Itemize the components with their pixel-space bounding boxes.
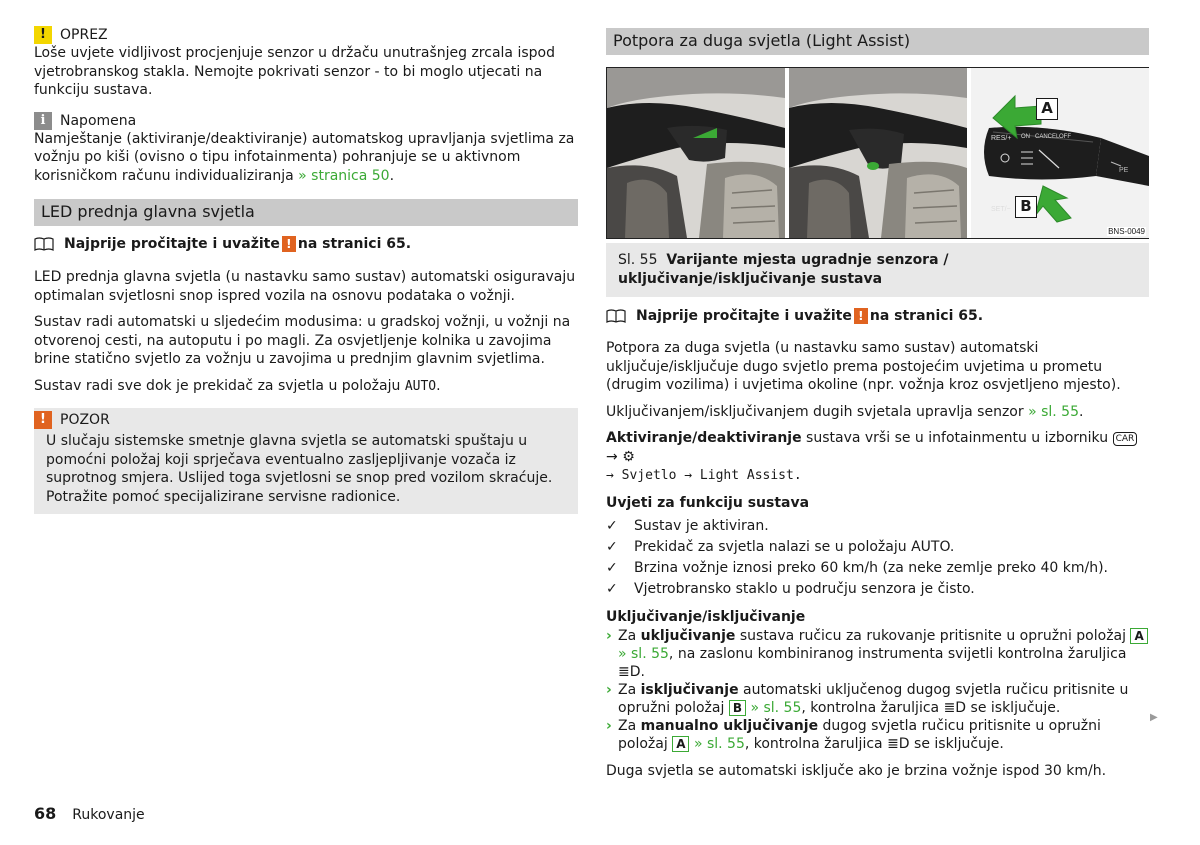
- read-first-after-right: na stranici 65.: [869, 308, 984, 324]
- onoff-bold: isključivanje: [640, 681, 739, 698]
- onoff-end: se isključuje.: [970, 699, 1061, 716]
- onoff-pre: Za: [618, 681, 637, 698]
- onoff-step-3-text: [618, 717, 1149, 753]
- onoff-pre: Za: [618, 717, 637, 734]
- info-icon: i: [34, 112, 52, 130]
- list-item: [606, 558, 1149, 579]
- right-column: [606, 28, 1149, 780]
- onoff-pre: Za: [618, 627, 637, 644]
- check-icon: ✓: [606, 560, 618, 576]
- stalk-off-label: OFF: [1059, 134, 1071, 140]
- la-para-2: [606, 403, 1149, 422]
- arrow-right-icon: ›: [606, 627, 612, 644]
- onoff-step-3: [606, 717, 1149, 753]
- pozor-text: U slučaju sistemske smetnje glavna svjetla se automatski spuštaju u pomoćni položaj koji sprječava eventualno zasljepljivanje vozača iz suprotnog smjera. Uslijed toga svjetlosni se snop pred vozilom skraćuje. Potražite pomoć specijalizirane servisne radionice.: [46, 433, 553, 505]
- conditions-title: Uvjeti za funkciju sustava: [606, 494, 810, 511]
- position-a-box: A: [1130, 628, 1147, 644]
- auto-symbol: AUTO: [404, 378, 437, 394]
- onoff-end: .: [640, 663, 645, 680]
- position-b-box: B: [729, 700, 746, 716]
- onoff-step-1: [606, 627, 1149, 681]
- onoff-body-2: , na zaslonu kombiniranog instrumenta svijetli kontrolna žaruljica: [668, 645, 1127, 662]
- onoff-bold: uključivanje: [640, 627, 736, 644]
- figure-caption: [606, 243, 1149, 297]
- la-para-3-path: → Svjetlo → Light Assist.: [606, 468, 802, 483]
- caption-number: Sl. 55: [618, 252, 658, 268]
- warning-icon: !: [34, 26, 52, 44]
- oprez-text: Loše uvjete vidljivost procjenjuje senzor u držaču unutrašnjeg zrcala ispod vjetrobranskog stakla. Nemojte pokrivati senzor - to bi moglo utjecati na funkciju sustava.: [34, 45, 555, 98]
- book-icon: [34, 237, 54, 251]
- read-first-before-right: Najprije pročitajte i uvažite: [636, 308, 852, 324]
- pozor-header: [34, 410, 566, 430]
- high-beam-icon: ≣D: [887, 735, 910, 752]
- onoff-body-2: , kontrolna žaruljica: [801, 699, 940, 716]
- book-icon: [606, 309, 626, 323]
- warning-inline-icon: !: [282, 236, 296, 252]
- position-a-box: A: [672, 736, 689, 752]
- figure-label-a: A: [1036, 98, 1058, 120]
- napomena-label: Napomena: [60, 112, 137, 129]
- caption-text: Varijante mjesta ugradnje senzora / uključivanje/isključivanje sustava: [618, 252, 949, 287]
- read-first-before: Najprije pročitajte i uvažite: [64, 236, 280, 252]
- condition-text: Vjetrobransko staklo u području senzora je čisto.: [634, 581, 975, 597]
- la-para-2-text: Uključivanjem/isključivanjem dugih svjetala upravlja senzor: [606, 403, 1024, 420]
- la-para-3: Aktiviranje/deaktiviranje sustava vrši se u infotainmentu u izborniku CAR → ⚙ → Svjetlo → Light Assist.: [606, 429, 1149, 486]
- la-final-text: Duga svjetla se automatski isključe ako je brzina vožnje ispod 30 km/h.: [606, 762, 1107, 779]
- list-item: [606, 516, 1149, 537]
- figure-55: [606, 67, 1149, 239]
- figure-link[interactable]: » sl. 55: [750, 699, 802, 716]
- read-first-after: na stranici 65.: [297, 236, 412, 252]
- figure-code: BNS-0049: [1108, 227, 1145, 236]
- list-item: [606, 537, 1149, 558]
- continue-arrow-icon: ▶: [1150, 712, 1158, 723]
- stalk-on-label: ON: [1021, 134, 1030, 140]
- onoff-step-2: [606, 681, 1149, 717]
- footer-section: Rukovanje: [72, 807, 145, 823]
- oprez-label: OPREZ: [60, 27, 108, 43]
- high-beam-icon: ≣D: [618, 663, 641, 680]
- svg-text:PE: PE: [1119, 167, 1129, 174]
- figure-panel-interior-1: [607, 68, 785, 238]
- check-icon: ✓: [606, 518, 618, 534]
- onoff-bold: manualno uključivanje: [640, 717, 819, 734]
- high-beam-icon: ≣D: [943, 699, 967, 716]
- led-para-2: Sustav radi automatski u sljedećim modusima: u gradskoj vožnji, u vožnji na otvorenoj cesti, na autoputu i po magli. Za osvjetljenje kolnika u zavojima brine statično svjetlo za vožnju u zavojima u prednjim glavnim svjetlima.: [34, 314, 571, 367]
- onoff-step-1-text: [618, 627, 1149, 681]
- figure-link[interactable]: » sl. 55: [618, 645, 669, 662]
- stalk-cancel-label: CANCEL: [1035, 134, 1060, 140]
- oprez-header: [34, 26, 578, 44]
- read-first-line: [34, 235, 578, 253]
- condition-text: Brzina vožnje iznosi preko 60 km/h (za neke zemlje preko 40 km/h).: [634, 560, 1108, 576]
- la-para-3-text: sustava vrši se u infotainmentu u izborniku: [806, 430, 1109, 446]
- page-number: 68: [34, 804, 57, 823]
- car-button-icon: CAR: [1113, 432, 1138, 446]
- warning-inline-icon: !: [854, 308, 868, 324]
- pozor-label: POZOR: [60, 412, 110, 428]
- conditions-list: [606, 516, 1149, 600]
- left-column: [34, 26, 578, 514]
- read-first-line-right: [606, 307, 1149, 325]
- stalk-set-label: SET/−: [991, 206, 1011, 213]
- condition-text: Prekidač za svjetla nalazi se u položaju AUTO.: [634, 539, 955, 555]
- figure-link[interactable]: » sl. 55: [693, 735, 745, 752]
- napomena-body: Namještanje (aktiviranje/deaktiviranje) automatskog upravljanja svjetlima za vožnju po kiši (ovisno o tipu infotainmenta) pohranjuje se u aktivnom korisničkom računu individualiziranja: [34, 130, 575, 184]
- la-para-1: Potpora za duga svjetla (u nastavku samo sustav) automatski uključuje/isključuje dugo svjetlo prema postojećim uvjetima u prometu (drugim vozilima) i uvjetima okoline (npr. vožnja kroz osvjetljeno mjesto).: [606, 340, 1121, 393]
- led-para-3: [34, 377, 578, 397]
- pozor-box: [34, 408, 578, 514]
- onoff-title: Uključivanje/isključivanje: [606, 609, 806, 625]
- la-para-2-link[interactable]: » sl. 55: [1028, 403, 1079, 420]
- led-para-1: LED prednja glavna svjetla (u nastavku samo sustav) automatski osiguravaju optimalan svjetlosni snop ispred vozila na osnovu podataka o vožnji.: [34, 269, 576, 304]
- onoff-step-2-text: [618, 681, 1149, 717]
- arrow-right-icon: ›: [606, 681, 612, 698]
- settings-gear-icon: ⚙: [622, 448, 635, 465]
- list-item: [606, 579, 1149, 600]
- condition-text: Sustav je aktiviran.: [634, 518, 769, 534]
- la-para-3-bold: Aktiviranje/deaktiviranje: [606, 430, 802, 446]
- danger-icon: !: [34, 411, 52, 429]
- section-title-led: LED prednja glavna svjetla: [34, 199, 578, 226]
- onoff-body: sustava ručicu za rukovanje pritisnite u opružni položaj: [739, 627, 1127, 644]
- arrow-right-icon: ›: [606, 717, 612, 734]
- section-title-light-assist: Potpora za duga svjetla (Light Assist): [606, 28, 1149, 55]
- napomena-header: [34, 112, 578, 130]
- onoff-body: automatski uključenog dugog svjetla ručicu pritisnite u opružni položaj: [618, 681, 1129, 716]
- led-para-3-end: .: [436, 377, 441, 394]
- check-icon: ✓: [606, 581, 618, 597]
- onoff-end: se isključuje.: [914, 735, 1004, 752]
- check-icon: ✓: [606, 539, 618, 555]
- onoff-body: dugog svjetla ručicu pritisnite u opružni položaj: [618, 717, 1101, 752]
- figure-panel-interior-2: [789, 68, 967, 238]
- la-para-2-end: .: [1079, 403, 1084, 420]
- stalk-res-label: RES/+: [991, 135, 1012, 142]
- figure-label-b: B: [1015, 196, 1037, 218]
- napomena-link[interactable]: » stranica 50: [298, 167, 390, 184]
- napomena-text: [34, 130, 578, 186]
- led-para-3-text: Sustav radi sve dok je prekidač za svjetla u položaju: [34, 377, 401, 394]
- napomena-end: .: [389, 167, 395, 184]
- page-footer: [34, 804, 145, 823]
- onoff-body-2: , kontrolna žaruljica: [744, 735, 883, 752]
